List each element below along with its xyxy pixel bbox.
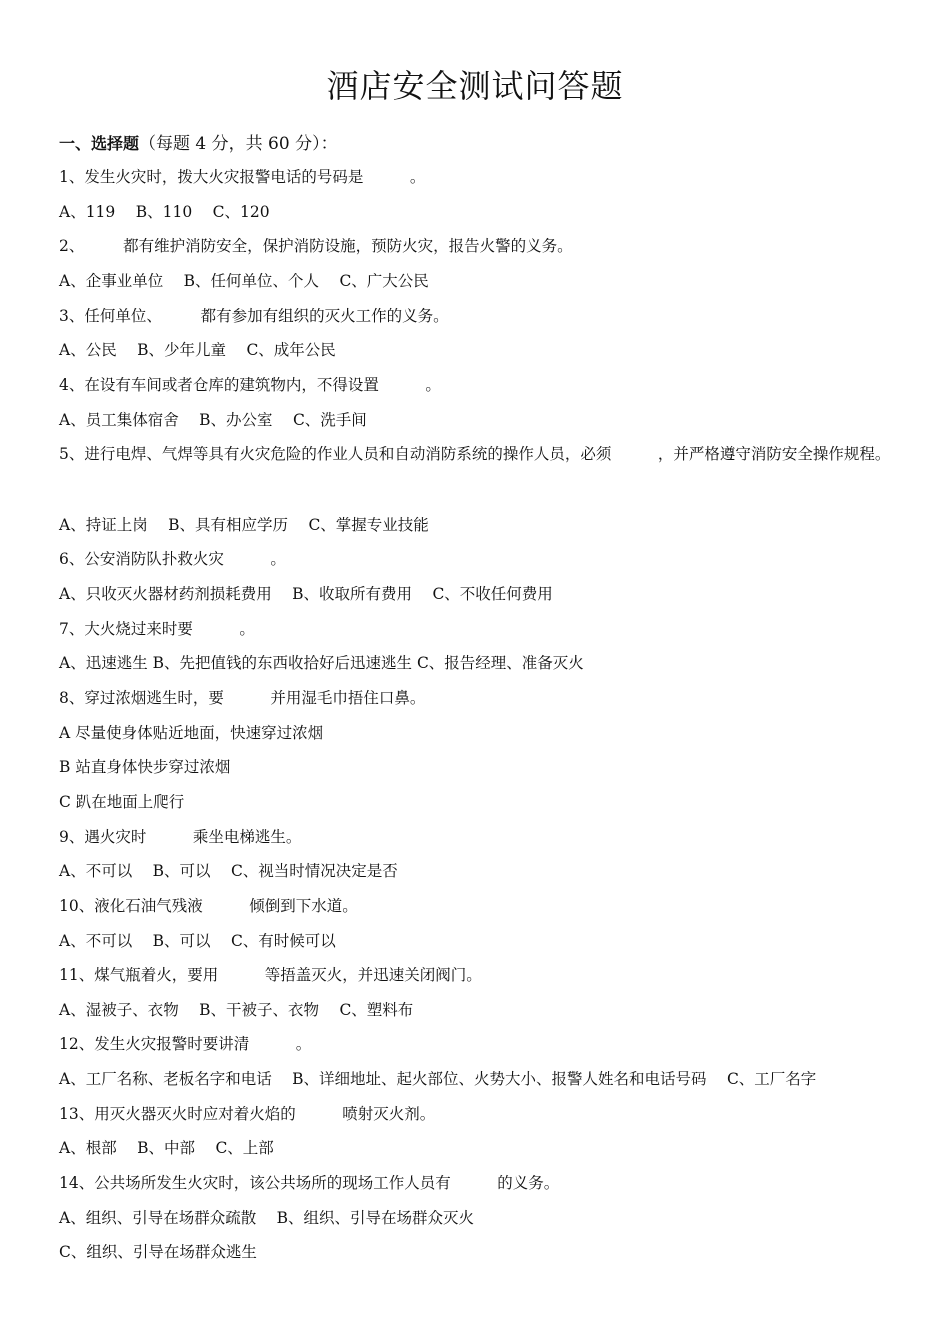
options-5: A、持证上岗 B、具有相应学历 C、掌握专业技能 bbox=[59, 516, 429, 534]
options-9: A、不可以 B、可以 C、视当时情况决定是否 bbox=[59, 862, 398, 880]
question-4: 4、在设有车间或者仓库的建筑物内，不得设置 。 bbox=[59, 376, 441, 394]
options-6: A、只收灭火器材药剂损耗费用 B、收取所有费用 C、不收任何费用 bbox=[59, 585, 553, 603]
question-9: 9、遇火灾时 乘坐电梯逃生。 bbox=[59, 828, 302, 846]
section-label: 一、选择题 bbox=[59, 134, 140, 153]
option-8c: C 趴在地面上爬行 bbox=[59, 793, 185, 811]
options-2: A、企事业单位 B、任何单位、个人 C、广大公民 bbox=[59, 272, 429, 290]
options-3: A、公民 B、少年儿童 C、成年公民 bbox=[59, 341, 336, 359]
section-heading bbox=[59, 131, 338, 157]
question-10: 10、液化石油气残液 倾倒到下水道。 bbox=[59, 897, 358, 915]
question-13: 13、用灭火器灭火时应对着火焰的 喷射灭火剂。 bbox=[59, 1105, 436, 1123]
section-scoring: （每题 4 分，共 60 分）： bbox=[139, 134, 338, 154]
question-11: 11、煤气瓶着火，要用 等捂盖灭火，并迅速关闭阀门。 bbox=[59, 966, 482, 984]
options-12: A、工厂名称、老板名字和电话 B、详细地址、起火部位、火势大小、报警人姓名和电话号码 C、工厂名字 bbox=[59, 1070, 817, 1088]
option-8a: A 尽量使身体贴近地面，快速穿过浓烟 bbox=[59, 724, 324, 742]
options-4: A、员工集体宿舍 B、办公室 C、洗手间 bbox=[59, 411, 367, 429]
options-7: A、迅速逃生 B、先把值钱的东西收拾好后迅速逃生 C、报告经理、准备灭火 bbox=[59, 654, 584, 672]
question-7: 7、大火烧过来时要 。 bbox=[59, 620, 255, 638]
question-2: 2、 都有维护消防安全，保护消防设施，预防火灾，报告火警的义务。 bbox=[59, 237, 573, 255]
options-14ab: A、组织、引导在场群众疏散 B、组织、引导在场群众灭火 bbox=[59, 1209, 475, 1227]
question-12: 12、发生火灾报警时要讲清 。 bbox=[59, 1035, 312, 1053]
document-title: 酒店安全测试问答题 bbox=[326, 67, 624, 105]
question-14: 14、公共场所发生火灾时，该公共场所的现场工作人员有 的义务。 bbox=[59, 1174, 560, 1192]
question-5: 5、进行电焊、气焊等具有火灾危险的作业人员和自动消防系统的操作人员，必须 ，并严格遵守消防安全操作规程。 bbox=[59, 445, 891, 463]
question-6: 6、公安消防队扑救火灾 。 bbox=[59, 550, 286, 568]
question-3: 3、任何单位、 都有参加有组织的灭火工作的义务。 bbox=[59, 307, 449, 325]
options-1: A、119 B、110 C、120 bbox=[59, 203, 270, 221]
question-8: 8、穿过浓烟逃生时，要 并用湿毛巾捂住口鼻。 bbox=[59, 689, 426, 707]
option-8b: B 站直身体快步穿过浓烟 bbox=[59, 758, 231, 776]
question-1: 1、发生火灾时，拨大火灾报警电话的号码是 。 bbox=[59, 168, 426, 186]
options-11: A、湿被子、衣物 B、干被子、衣物 C、塑料布 bbox=[59, 1001, 414, 1019]
options-10: A、不可以 B、可以 C、有时候可以 bbox=[59, 932, 336, 950]
options-13: A、根部 B、中部 C、上部 bbox=[59, 1139, 274, 1157]
option-14c: C、组织、引导在场群众逃生 bbox=[59, 1243, 257, 1261]
